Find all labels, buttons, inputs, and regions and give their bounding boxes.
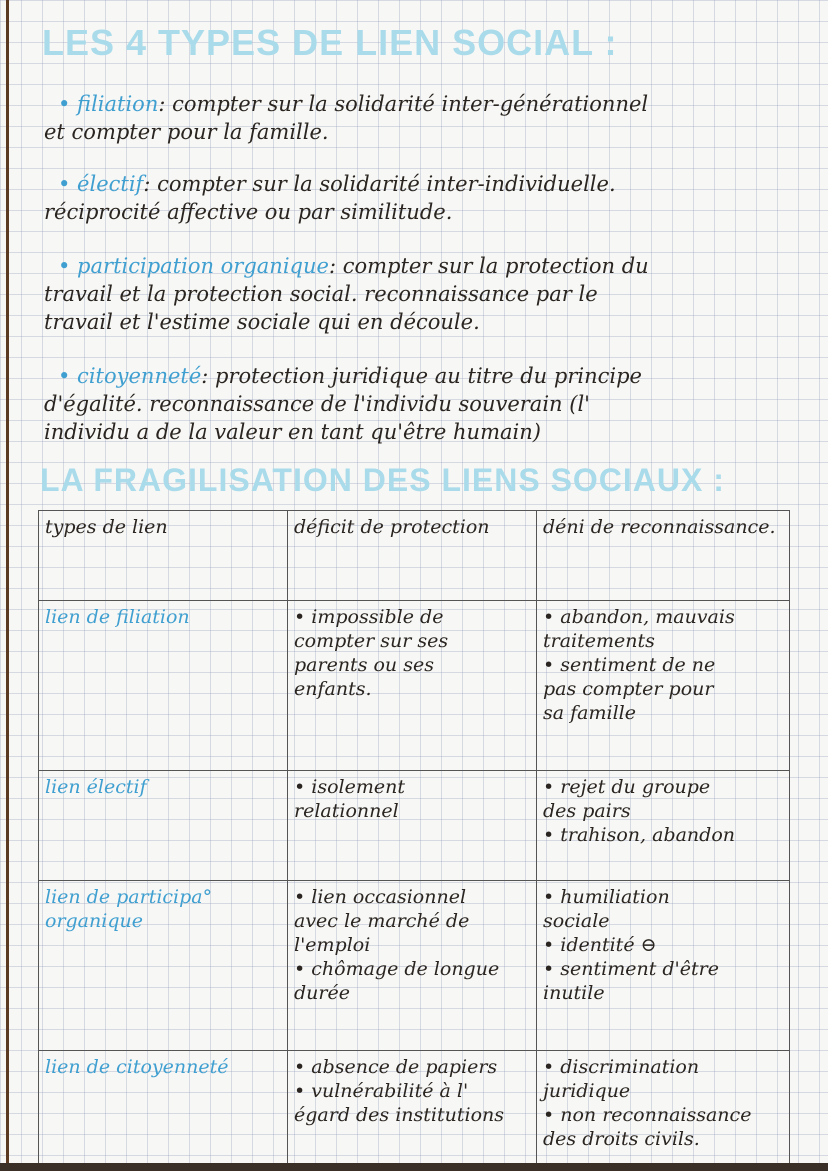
cell-line: • chômage de longue	[294, 958, 500, 980]
cell-line: pas compter pour	[543, 678, 714, 700]
row-deni	[537, 771, 790, 881]
table-header-row	[39, 511, 790, 601]
cell-line: juridique	[543, 1080, 631, 1102]
text-line: : compter sur la solidarité inter-individuelle.	[143, 172, 616, 196]
row-deficit	[288, 881, 537, 1051]
cell-line: avec le marché de	[294, 910, 470, 932]
cell-line: • absence de papiers	[294, 1056, 498, 1078]
row-type: lien de participa° organique	[39, 881, 288, 1051]
text-line: : protection juridique au titre du principe	[201, 364, 642, 388]
header-deni: déni de reconnaissance.	[537, 511, 790, 601]
table-row	[39, 881, 790, 1051]
page-bottom-edge	[0, 1163, 828, 1171]
cell-line: • sentiment de ne	[543, 654, 716, 676]
text-line: travail et la protection social. reconnaissance par le	[44, 282, 598, 306]
text-line: travail et l'estime sociale qui en découle.	[44, 310, 480, 334]
cell-line: compter sur ses	[294, 630, 449, 652]
table-row	[39, 601, 790, 771]
cell-line: • rejet du groupe	[543, 776, 711, 798]
row-type: lien de filiation	[39, 601, 288, 771]
term: • électif	[58, 172, 144, 196]
cell-line: • lien occasionnel	[294, 886, 467, 908]
row-type: lien de citoyenneté	[39, 1051, 288, 1164]
cell-line: sociale	[543, 910, 610, 932]
cell-line: des droits civils.	[543, 1128, 700, 1150]
cell-line: traitements	[543, 630, 655, 652]
cell-line: égard des institutions	[294, 1104, 505, 1126]
cell-line: • abandon, mauvais	[543, 606, 735, 628]
row-deni	[537, 881, 790, 1051]
text-line: d'égalité. reconnaissance de l'individu souverain (l'	[44, 392, 590, 416]
text-line: : compter sur la protection du	[328, 254, 649, 278]
term: • filiation	[58, 92, 159, 116]
cell-line: des pairs	[543, 800, 631, 822]
cell-line: • isolement	[294, 776, 405, 798]
header-deficit: déficit de protection	[288, 511, 537, 601]
text-line: individu a de la valeur en tant qu'être humain)	[44, 420, 541, 444]
table-row	[39, 1051, 790, 1164]
term: • participation organique	[58, 254, 329, 278]
cell-line: • impossible de	[294, 606, 444, 628]
text-line: et compter pour la famille.	[44, 120, 329, 144]
text-line: : compter sur la solidarité inter-générationnel	[158, 92, 649, 116]
fragilisation-table	[38, 510, 790, 1164]
cell-line: • trahison, abandon	[543, 824, 736, 846]
row-deficit	[288, 771, 537, 881]
title-types-lien-social: LES 4 TYPES DE LIEN SOCIAL :	[42, 22, 618, 63]
header-types: types de lien	[39, 511, 288, 601]
notebook-margin-line	[6, 0, 9, 1171]
cell-line: parents ou ses	[294, 654, 434, 676]
title-fragilisation: LA FRAGILISATION DES LIENS SOCIAUX :	[40, 462, 725, 498]
cell-line: • identité ⊖	[543, 934, 657, 956]
cell-line: l'emploi	[294, 934, 371, 956]
row-deficit	[288, 601, 537, 771]
row-deni	[537, 601, 790, 771]
table-row	[39, 771, 790, 881]
term: • citoyenneté	[58, 364, 202, 388]
cell-line: inutile	[543, 982, 605, 1004]
cell-line: sa famille	[543, 702, 636, 724]
cell-line: • sentiment d'être	[543, 958, 719, 980]
row-deni	[537, 1051, 790, 1164]
text-line: réciprocité affective ou par similitude.	[44, 200, 453, 224]
cell-line: • vulnérabilité à l'	[294, 1080, 469, 1102]
cell-line: • discrimination	[543, 1056, 700, 1078]
cell-line: enfants.	[294, 678, 372, 700]
row-type: lien électif	[39, 771, 288, 881]
cell-line: • non reconnaissance	[543, 1104, 752, 1126]
row-deficit	[288, 1051, 537, 1164]
cell-line: durée	[294, 982, 350, 1004]
cell-line: relationnel	[294, 800, 399, 822]
cell-line: • humiliation	[543, 886, 670, 908]
